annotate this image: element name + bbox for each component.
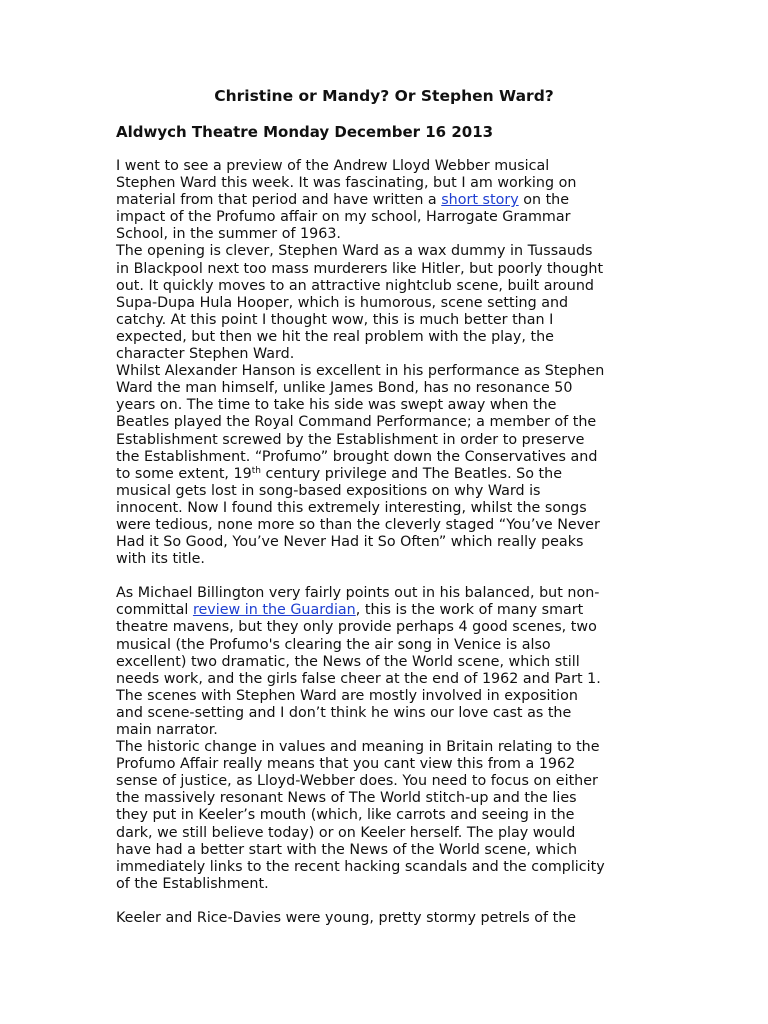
text-line: out. It quickly moves to an attractive nightclub scene, built around — [116, 277, 594, 294]
paragraph-opening — [116, 243, 652, 363]
paragraph-keeler — [116, 910, 652, 927]
text-line: musical (the Profumo's clearing the air song in Venice is also — [116, 636, 551, 653]
text-line: Stephen Ward this week. It was fascinating, but I am working on — [116, 175, 577, 192]
text-line — [116, 602, 652, 619]
text-line: musical gets lost in song-based expositions on why Ward is — [116, 482, 541, 499]
document-title: Christine or Mandy? Or Stephen Ward? — [214, 87, 554, 105]
text-line: they put in Keeler’s mouth (which, like carrots and seeing in the — [116, 807, 575, 824]
paragraph-intro — [116, 158, 652, 243]
paragraph-hanson — [116, 363, 652, 568]
text-line: The historic change in values and meaning in Britain relating to the — [116, 739, 600, 756]
text-fragment: material from that period and have written a — [116, 192, 442, 209]
text-line: Establishment screwed by the Establishment in order to preserve — [116, 431, 585, 448]
text-line — [116, 192, 652, 209]
document-page — [116, 86, 652, 927]
paragraph-billington — [116, 585, 652, 739]
text-line: character Stephen Ward. — [116, 346, 295, 363]
text-line: I went to see a preview of the Andrew Lloyd Webber musical — [116, 158, 550, 174]
text-line: have had a better start with the News of the World scene, which — [116, 841, 578, 858]
text-line: As Michael Billington very fairly points out in his balanced, but non- — [116, 585, 600, 602]
text-line: in Blackpool next too mass murderers like Hitler, but poorly thought — [116, 260, 604, 277]
text-line: of the Establishment. — [116, 875, 269, 892]
text-line: needs work, and the girls false cheer at the end of 1962 and Part 1. — [116, 670, 601, 687]
paragraph-historic-change — [116, 739, 652, 893]
text-line: were tedious, none more so than the cleverly staged “You’ve Never — [116, 516, 600, 533]
guardian-review-link[interactable]: review in the Guardian — [192, 602, 356, 619]
text-line: theatre mavens, but they only provide perhaps 4 good scenes, two — [116, 619, 597, 636]
text-fragment: committal — [116, 602, 193, 619]
text-line: dark, we still believe today) or on Keeler herself. The play would — [116, 824, 576, 841]
text-line: sense of justice, as Lloyd-Webber does. You need to focus on either — [116, 773, 598, 790]
text-line: the massively resonant News of The World stitch-up and the lies — [116, 790, 577, 807]
text-line: Supa-Dupa Hula Hooper, which is humorous, scene setting and — [116, 294, 569, 311]
text-line: innocent. Now I found this extremely interesting, whilst the songs — [116, 499, 587, 516]
text-line: immediately links to the recent hacking scandals and the complicity — [116, 858, 605, 875]
document-subtitle: Aldwych Theatre Monday December 16 2013 — [116, 123, 494, 141]
text-line: Whilst Alexander Hanson is excellent in his performance as Stephen — [116, 363, 605, 380]
text-line: main narrator. — [116, 722, 218, 738]
text-line: the Establishment. “Profumo” brought down the Conservatives and — [116, 448, 598, 465]
text-line: Ward the man himself, unlike James Bond, has no resonance 50 — [116, 380, 573, 397]
text-line: The scenes with Stephen Ward are mostly involved in exposition — [116, 687, 578, 704]
text-line: Had it So Good, You’ve Never Had it So Often” which really peaks — [116, 534, 584, 551]
text-fragment: , this is the work of many smart — [355, 602, 584, 619]
text-line: impact of the Profumo affair on my school, Harrogate Grammar — [116, 209, 571, 226]
text-line: Keeler and Rice-Davies were young, pretty stormy petrels of the — [116, 909, 577, 926]
text-line: The opening is clever, Stephen Ward as a wax dummy in Tussauds — [116, 243, 593, 260]
text-fragment: to some extent, 19 — [116, 465, 252, 482]
text-line: Profumo Affair really means that you cant view this from a 1962 — [116, 756, 576, 773]
text-line: and scene-setting and I don’t think he wins our love cast as the — [116, 704, 572, 721]
text-line: excellent) two dramatic, the News of the World scene, which still — [116, 653, 580, 670]
text-fragment: century privilege and The Beatles. So the — [260, 465, 562, 482]
text-line: Beatles played the Royal Command Performance; a member of the — [116, 414, 597, 431]
text-line: School, in the summer of 1963. — [116, 226, 341, 243]
text-line: with its title. — [116, 551, 205, 568]
text-line: expected, but then we hit the real problem with the play, the — [116, 328, 554, 345]
text-fragment: on the — [518, 192, 570, 209]
short-story-link[interactable]: short story — [441, 192, 519, 209]
text-line: catchy. At this point I thought wow, this is much better than I — [116, 311, 554, 328]
text-line — [116, 466, 652, 483]
ordinal-superscript: th — [251, 465, 261, 476]
text-line: years on. The time to take his side was swept away when the — [116, 397, 557, 414]
